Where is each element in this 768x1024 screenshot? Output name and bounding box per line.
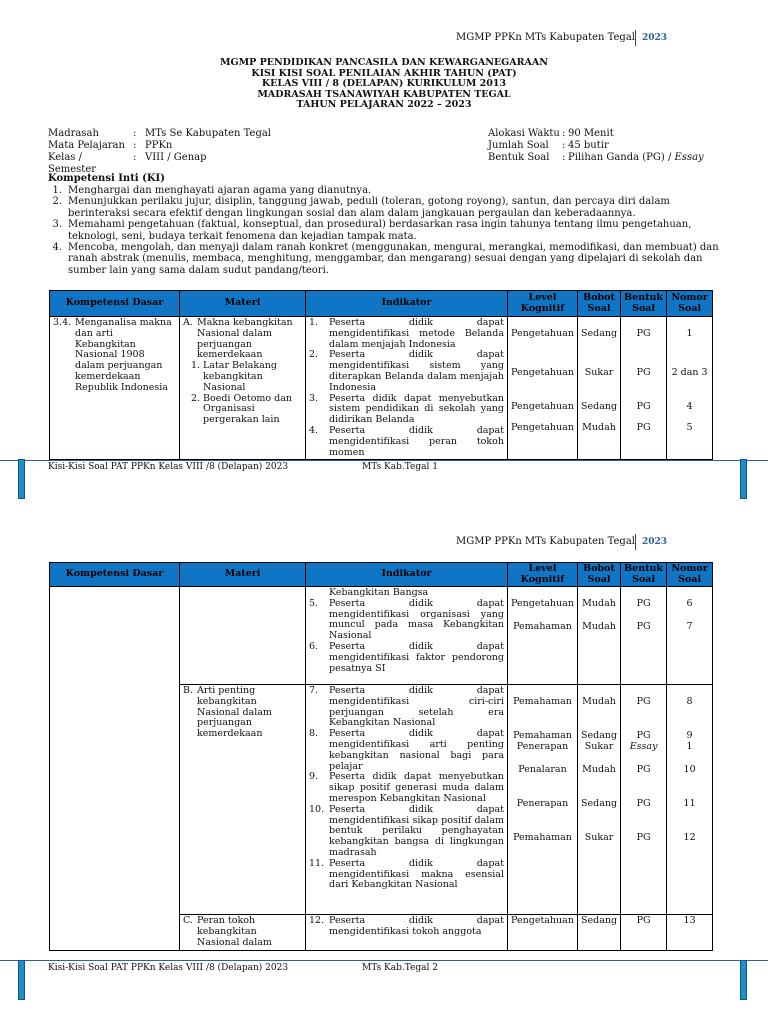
footer-left: Kisi-Kisi Soal PAT PPKn Kelas VIII /8 (Delapan) 2023 bbox=[48, 963, 289, 973]
indicator-item: 4. Peserta didik dapat mengidentifikasi peran tokoh momen bbox=[309, 424, 504, 458]
page-2 bbox=[0, 512, 768, 1024]
indicator-item: 11. Peserta didik dapat mengidentifikasi makna esensial dari Kebangkitan Nasional bbox=[309, 857, 504, 891]
meta-row: Madrasah : MTs Se Kabupaten Tegal bbox=[48, 128, 272, 139]
footer-bar-right bbox=[740, 960, 747, 1000]
indikator-cell bbox=[306, 915, 508, 951]
header-year: 2023 bbox=[642, 537, 668, 547]
col-header-kd: Kompetensi Dasar bbox=[50, 563, 180, 587]
indikator-cell bbox=[306, 685, 508, 915]
kd-cell bbox=[50, 587, 180, 951]
materi-cell: A. Makna kebangkitan Nasional dalam perjuangan kemerdekaan 1. Latar Belakang kebangkitan Nasional 2. Boedi Oetomo dan Organisasi pergerakan lain bbox=[180, 317, 306, 460]
col-header-nomor: Nomor Soal bbox=[667, 563, 713, 587]
ki-item: 3. Memahami pengetahuan (faktual, konseptual, dan prosedural) berdasarkan rasa ingin tahunya tentang ilmu pengetahuan, teknologi, seni, budaya terkait fenomena dan kejadian tampak mata. bbox=[52, 219, 692, 242]
title-line: KELAS VIII / 8 (DELAPAN) KURIKULUM 2013 bbox=[261, 78, 507, 90]
level-cell: Pengetahuan Pengetahuan Pengetahuan Pengetahuan bbox=[508, 317, 578, 460]
col-header-materi: Materi bbox=[180, 291, 306, 317]
kisi-table-page-2: Kompetensi Dasar Materi Indikator Level Kognitif Bobot Soal Bentuk Soal Nomor Soal Kebangkitan Bangsa 5. Peserta didik dapat mengidentifikasi organisasi yang muncul pada masa Kebangkitan Nasional 6. Peserta didik dapat mengidentifikasi faktor pendorong pesatnya SI Pengetahuan Pemahaman Mudah Mudah PG PG 6 7 B. Arti penting kebangkitan Nasional dalam perjuangan kemerdekaan 7. Peserta didik dapat mengidentifikasi ciri-ciri perjuangan setelah era Kebangkitan Nasional 8. Peserta didik dapat mengidentifikasi arti penting kebangkitan nasional bagi para pelajar 9. Peserta didik dapat menyebutkan sikap positif generasi muda dalam merespon Kebangkitan Nasional 10. Peserta didik dapat mengidentifikasi sikap positif dalam bentuk perilaku penghayatan kebangkitan bangsa di lingkungan madrasah 11. Peserta didik dapat mengidentifikasi makna esensial dari Kebangkitan Nasional Pemahaman Pemahaman Penerapan Penalaran Penerapan Pemahaman Mudah Sedang Sukar Mudah Sedang Sukar PG PG Essay PG PG PG 8 9 1 10 11 12 C. Peran tokoh kebangkitan Nasional dalam 12. Peserta didik dapat mengidentifikasi tokoh anggota Pengetahuan Sedang PG 13 bbox=[49, 562, 713, 951]
col-header-kd: Kompetensi Dasar bbox=[50, 291, 180, 317]
footer-line bbox=[0, 460, 768, 461]
col-header-bentuk: Bentuk Soal bbox=[621, 291, 667, 317]
indicator-item: 12. Peserta didik dapat mengidentifikasi tokoh anggota bbox=[309, 915, 504, 937]
bobot-cell: Sedang Sukar Sedang Mudah bbox=[578, 317, 621, 460]
footer-bar-left bbox=[18, 960, 25, 1000]
footer-page: MTs Kab.Tegal 1 bbox=[362, 462, 438, 472]
materi-cell: C. Peran tokoh kebangkitan Nasional dalam bbox=[180, 915, 306, 951]
ki-item: 4. Mencoba, mengolah, dan menyaji dalam ranah konkret (menggunakan, mengurai, merangkai, memodifikasi, dan membuat) dan ranah abstrak (menulis, membaca, menghitung, menggambar, dan mengarang) sesuai dengan yang dipelajari di sekolah dan sumber lain yang sama dalam sudut pandang/teori. bbox=[52, 242, 719, 276]
indicator-item: 10. Peserta didik dapat mengidentifikasi sikap positif dalam bentuk perilaku penghayatan kebangkitan bangsa di lingkungan madrasah bbox=[309, 803, 504, 858]
title-line: MADRASAH TSANAWIYAH KABUPATEN TEGAL bbox=[257, 88, 511, 100]
col-header-materi: Materi bbox=[180, 563, 306, 587]
meta-left bbox=[48, 128, 271, 176]
indikator-cell: Kebangkitan Bangsa 5. Peserta didik dapat mengidentifikasi organisasi yang muncul pada masa Kebangkitan Nasional 6. Peserta didik dapat mengidentifikasi faktor pendorong pesatnya SI bbox=[306, 587, 508, 685]
meta-right bbox=[488, 128, 704, 164]
meta-row: Alokasi Waktu : 90 Menit bbox=[488, 128, 614, 139]
page-header bbox=[0, 534, 768, 552]
indicator-item: 9. Peserta didik dapat menyebutkan sikap positif generasi muda dalam merespon Kebangkitan Nasional bbox=[309, 771, 504, 804]
header-text: MGMP PPKn MTs Kabupaten Tegal bbox=[456, 32, 635, 43]
col-header-bentuk: Bentuk Soal bbox=[621, 563, 667, 587]
header-divider bbox=[635, 30, 636, 46]
indicator-item: 5. Peserta didik dapat mengidentifikasi organisasi yang muncul pada masa Kebangkitan Nasional bbox=[309, 597, 504, 642]
footer-page: MTs Kab.Tegal 2 bbox=[362, 963, 438, 973]
indicator-item: 7. Peserta didik dapat mengidentifikasi ciri-ciri perjuangan setelah era Kebangkitan Nasional bbox=[309, 685, 504, 729]
header-year: 2023 bbox=[642, 33, 668, 43]
ki-list bbox=[48, 185, 724, 276]
title-line: KISI KISI SOAL PENILAIAN AKHIR TAHUN (PAT) bbox=[251, 67, 517, 79]
meta-row: Mata Pelajaran : PPKn bbox=[48, 140, 173, 151]
ki-title: Kompetensi Inti (KI) bbox=[48, 173, 165, 184]
col-header-bobot: Bobot Soal bbox=[578, 291, 621, 317]
col-header-level: Level Kognitif bbox=[508, 563, 578, 587]
header-text: MGMP PPKn MTs Kabupaten Tegal bbox=[456, 536, 635, 547]
meta-row: Kelas / Semester : VIII / Genap bbox=[48, 152, 207, 175]
title-line: MGMP PENDIDIKAN PANCASILA DAN KEWARGANEGARAAN bbox=[219, 57, 548, 68]
indicator-item: 1. Peserta didik dapat mengidentifikasi metode Belanda dalam menjajah Indonesia bbox=[309, 317, 504, 350]
footer-line bbox=[0, 960, 768, 961]
indicator-item: 6. Peserta didik dapat mengidentifikasi faktor pendorong pesatnya SI bbox=[309, 640, 504, 674]
document-title bbox=[0, 58, 768, 111]
indicator-item: 2. Peserta didik dapat mengidentifikasi sistem yang diterapkan Belanda dalam menjajah Indonesia bbox=[309, 349, 504, 393]
meta-row: Bentuk Soal : Pilihan Ganda (PG) / Essay bbox=[488, 152, 704, 163]
header-divider bbox=[635, 534, 636, 550]
footer-bar-right bbox=[740, 459, 747, 499]
page-separator bbox=[0, 500, 768, 512]
ki-item: 1. Menghargai dan menghayati ajaran agama yang dianutnya. bbox=[52, 185, 372, 196]
meta-row: Jumlah Soal : 45 butir bbox=[488, 140, 609, 151]
footer-bar-left bbox=[18, 459, 25, 499]
col-header-level: Level Kognitif bbox=[508, 291, 578, 317]
nomor-cell: 1 2 dan 3 4 5 bbox=[667, 317, 713, 460]
col-header-nomor: Nomor Soal bbox=[667, 291, 713, 317]
indicator-item: 8. Peserta didik dapat mengidentifikasi arti penting kebangkitan nasional bagi para pelajar bbox=[309, 728, 504, 772]
materi-cell bbox=[180, 587, 306, 685]
indicator-item: 3. Peserta didik dapat menyebutkan sistem pendidikan di sekolah yang didirikan Belanda bbox=[309, 392, 504, 426]
col-header-bobot: Bobot Soal bbox=[578, 563, 621, 587]
ki-item: 2. Menunjukkan perilaku jujur, disiplin, tanggung jawab, peduli (toleran, gotong royong), santun, dan percaya diri dalam berinteraksi secara efektif dengan lingkungan sosial dan alam dalam jangkauan pergaulan dan keberadaannya. bbox=[52, 196, 670, 219]
page-header bbox=[0, 30, 768, 48]
indikator-cell bbox=[306, 317, 508, 460]
title-line: TAHUN PELAJARAN 2022 – 2023 bbox=[296, 99, 472, 111]
materi-cell: B. Arti penting kebangkitan Nasional dalam perjuangan kemerdekaan bbox=[180, 685, 306, 915]
kd-cell: 3.4. Menganalisa makna dan arti Kebangkitan Nasional 1908 dalam perjuangan kemerdekaan Republik Indonesia bbox=[50, 317, 180, 460]
footer-left: Kisi-Kisi Soal PAT PPKn Kelas VIII /8 (Delapan) 2023 bbox=[48, 462, 289, 472]
bentuk-cell: PG PG PG PG bbox=[621, 317, 667, 460]
col-header-indikator: Indikator bbox=[306, 563, 508, 587]
kisi-table-page-1 bbox=[49, 290, 713, 460]
page-1 bbox=[0, 0, 768, 500]
col-header-indikator: Indikator bbox=[306, 291, 508, 317]
